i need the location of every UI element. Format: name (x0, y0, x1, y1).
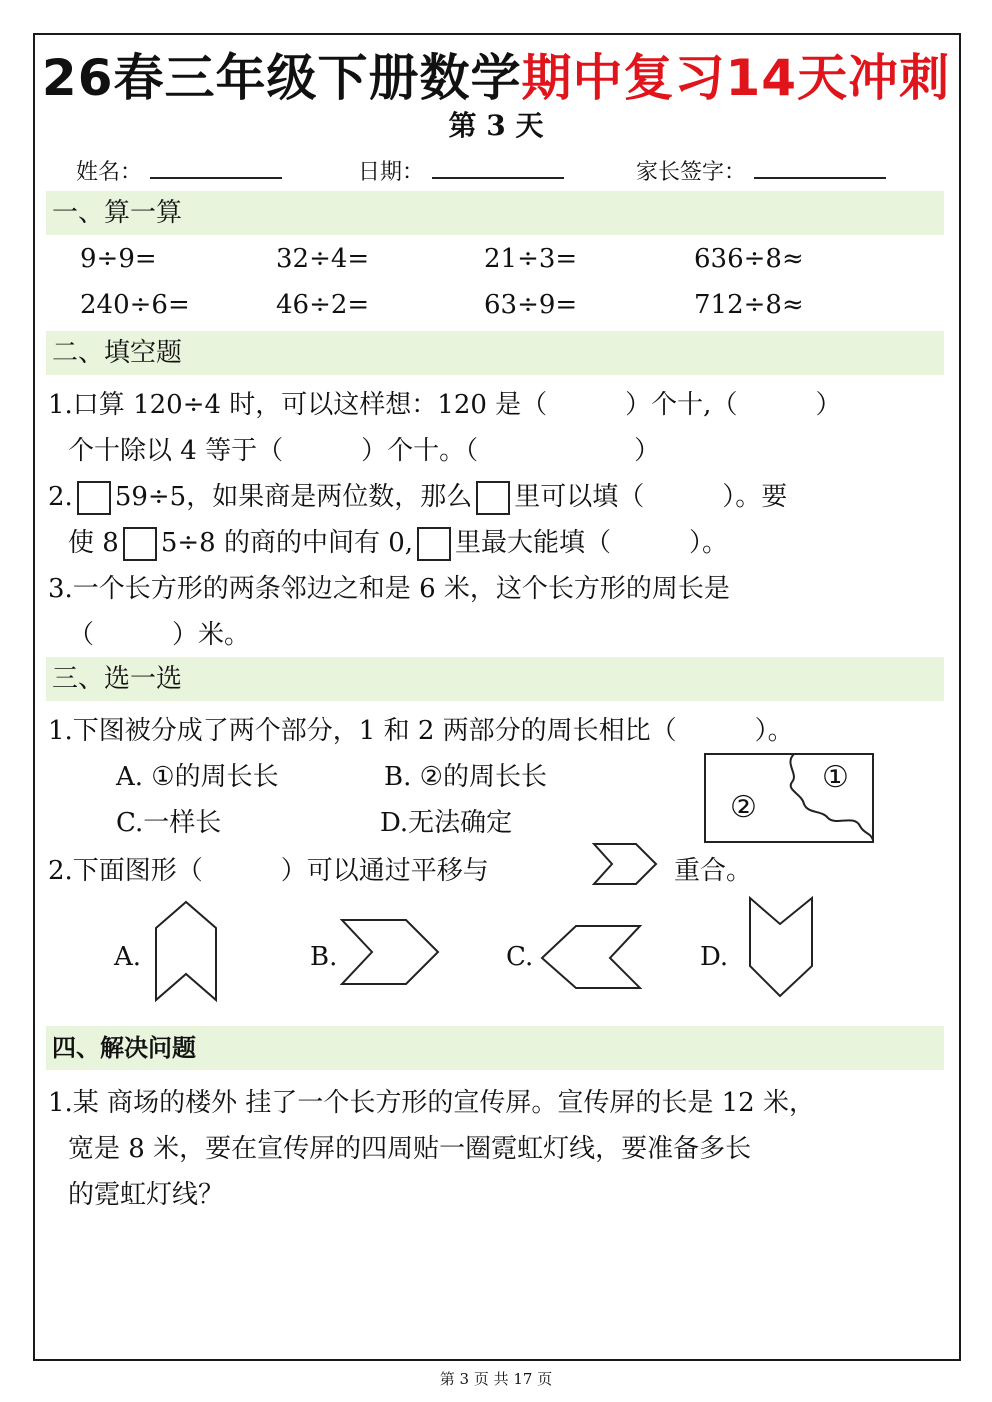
page-title (0, 38, 992, 110)
choice-q2-text-end: 重合。 (674, 856, 753, 886)
section4-header: 四、解决问题 (46, 1026, 944, 1070)
answer-box[interactable] (476, 481, 510, 515)
fill-q2-line1 (48, 476, 787, 515)
option-b[interactable]: B. ②的周长长 (384, 762, 547, 792)
name-label: 姓名： (76, 160, 143, 185)
option-c[interactable]: C.一样长 (116, 808, 222, 838)
date-blank[interactable] (432, 157, 564, 179)
option-a[interactable]: A. ①的周长长 (116, 762, 279, 792)
q2-number: 2. (48, 482, 73, 512)
page-footer: 第 3 页 共 17 页 (439, 1370, 553, 1388)
shape-option-label-c[interactable]: C. (506, 942, 534, 972)
fill-q3-line2: （ ）米。 (68, 620, 251, 650)
name-blank[interactable] (150, 157, 282, 179)
answer-box[interactable] (417, 527, 451, 561)
problem-q1-line3: 的霓虹灯线？ (68, 1180, 225, 1210)
calc-item: 636÷8≈ (694, 244, 804, 274)
date-field[interactable] (358, 155, 564, 186)
title-red: 期中复习14天冲刺 (521, 49, 951, 107)
q2-text-d: 5÷8 的商的中间有 0, (160, 528, 414, 558)
title-black: 26春三年级下册数学 (41, 49, 522, 107)
reference-chevron-shape (590, 842, 660, 886)
calc-item: 21÷3= (484, 244, 578, 274)
figure-label-1: ① (822, 760, 849, 795)
fill-q1-line1: 1.口算 120÷4 时，可以这样想：120 是（ ）个十,（ ） (48, 390, 842, 420)
shape-option-label-d[interactable]: D. (700, 942, 729, 972)
calc-item: 9÷9= (80, 244, 157, 274)
q2-text-a: 59÷5，如果商是两位数，那么 (114, 482, 473, 512)
parent-label: 家长签字： (636, 160, 747, 185)
calc-item: 63÷9= (484, 290, 578, 320)
section3-header: 三、选一选 (46, 657, 944, 701)
section1-header: 一、算一算 (46, 191, 944, 235)
calc-item: 712÷8≈ (694, 290, 804, 320)
choice-q1: 1.下图被分成了两个部分，1 和 2 两部分的周长相比（ ）。 (48, 716, 794, 746)
day-subtitle: 第 3 天 (448, 109, 544, 142)
calc-item: 240÷6= (80, 290, 190, 320)
answer-box[interactable] (77, 481, 111, 515)
q2-text-c: 使 8 (68, 528, 119, 558)
shape-d-down-chevron[interactable] (746, 896, 816, 1000)
fill-q3-line1: 3.一个长方形的两条邻边之和是 6 米，这个长方形的周长是 (48, 574, 730, 604)
shape-b-right-chevron[interactable] (340, 916, 442, 988)
choice-q2-text: 2.下面图形（ ）可以通过平移与 (48, 856, 489, 886)
q2-text-b: 里可以填（ ）。要 (514, 482, 788, 512)
figure-label-2: ② (730, 790, 757, 825)
calc-item: 32÷4= (276, 244, 370, 274)
answer-box[interactable] (123, 527, 157, 561)
fill-q2-line2 (68, 522, 728, 561)
shape-a-up-chevron[interactable] (152, 900, 222, 1004)
date-label: 日期： (358, 160, 425, 185)
section2-header: 二、填空题 (46, 331, 944, 375)
option-d[interactable]: D.无法确定 (380, 808, 513, 838)
calc-item: 46÷2= (276, 290, 370, 320)
parent-signature-field[interactable] (636, 155, 886, 186)
q2-text-e: 里最大能填（ ）。 (455, 528, 729, 558)
name-field[interactable] (76, 155, 282, 186)
fill-q1-line2: 个十除以 4 等于（ ）个十。（ ） (68, 436, 661, 466)
problem-q1-line2: 宽是 8 米，要在宣传屏的四周贴一圈霓虹灯线，要准备多长 (68, 1134, 752, 1164)
shape-c-left-chevron[interactable] (538, 922, 644, 992)
shape-option-label-b[interactable]: B. (310, 942, 338, 972)
parent-blank[interactable] (754, 157, 886, 179)
shape-option-label-a[interactable]: A. (114, 942, 142, 972)
problem-q1-line1: 1.某 商场的楼外 挂了一个长方形的宣传屏。宣传屏的长是 12 米， (48, 1088, 815, 1118)
